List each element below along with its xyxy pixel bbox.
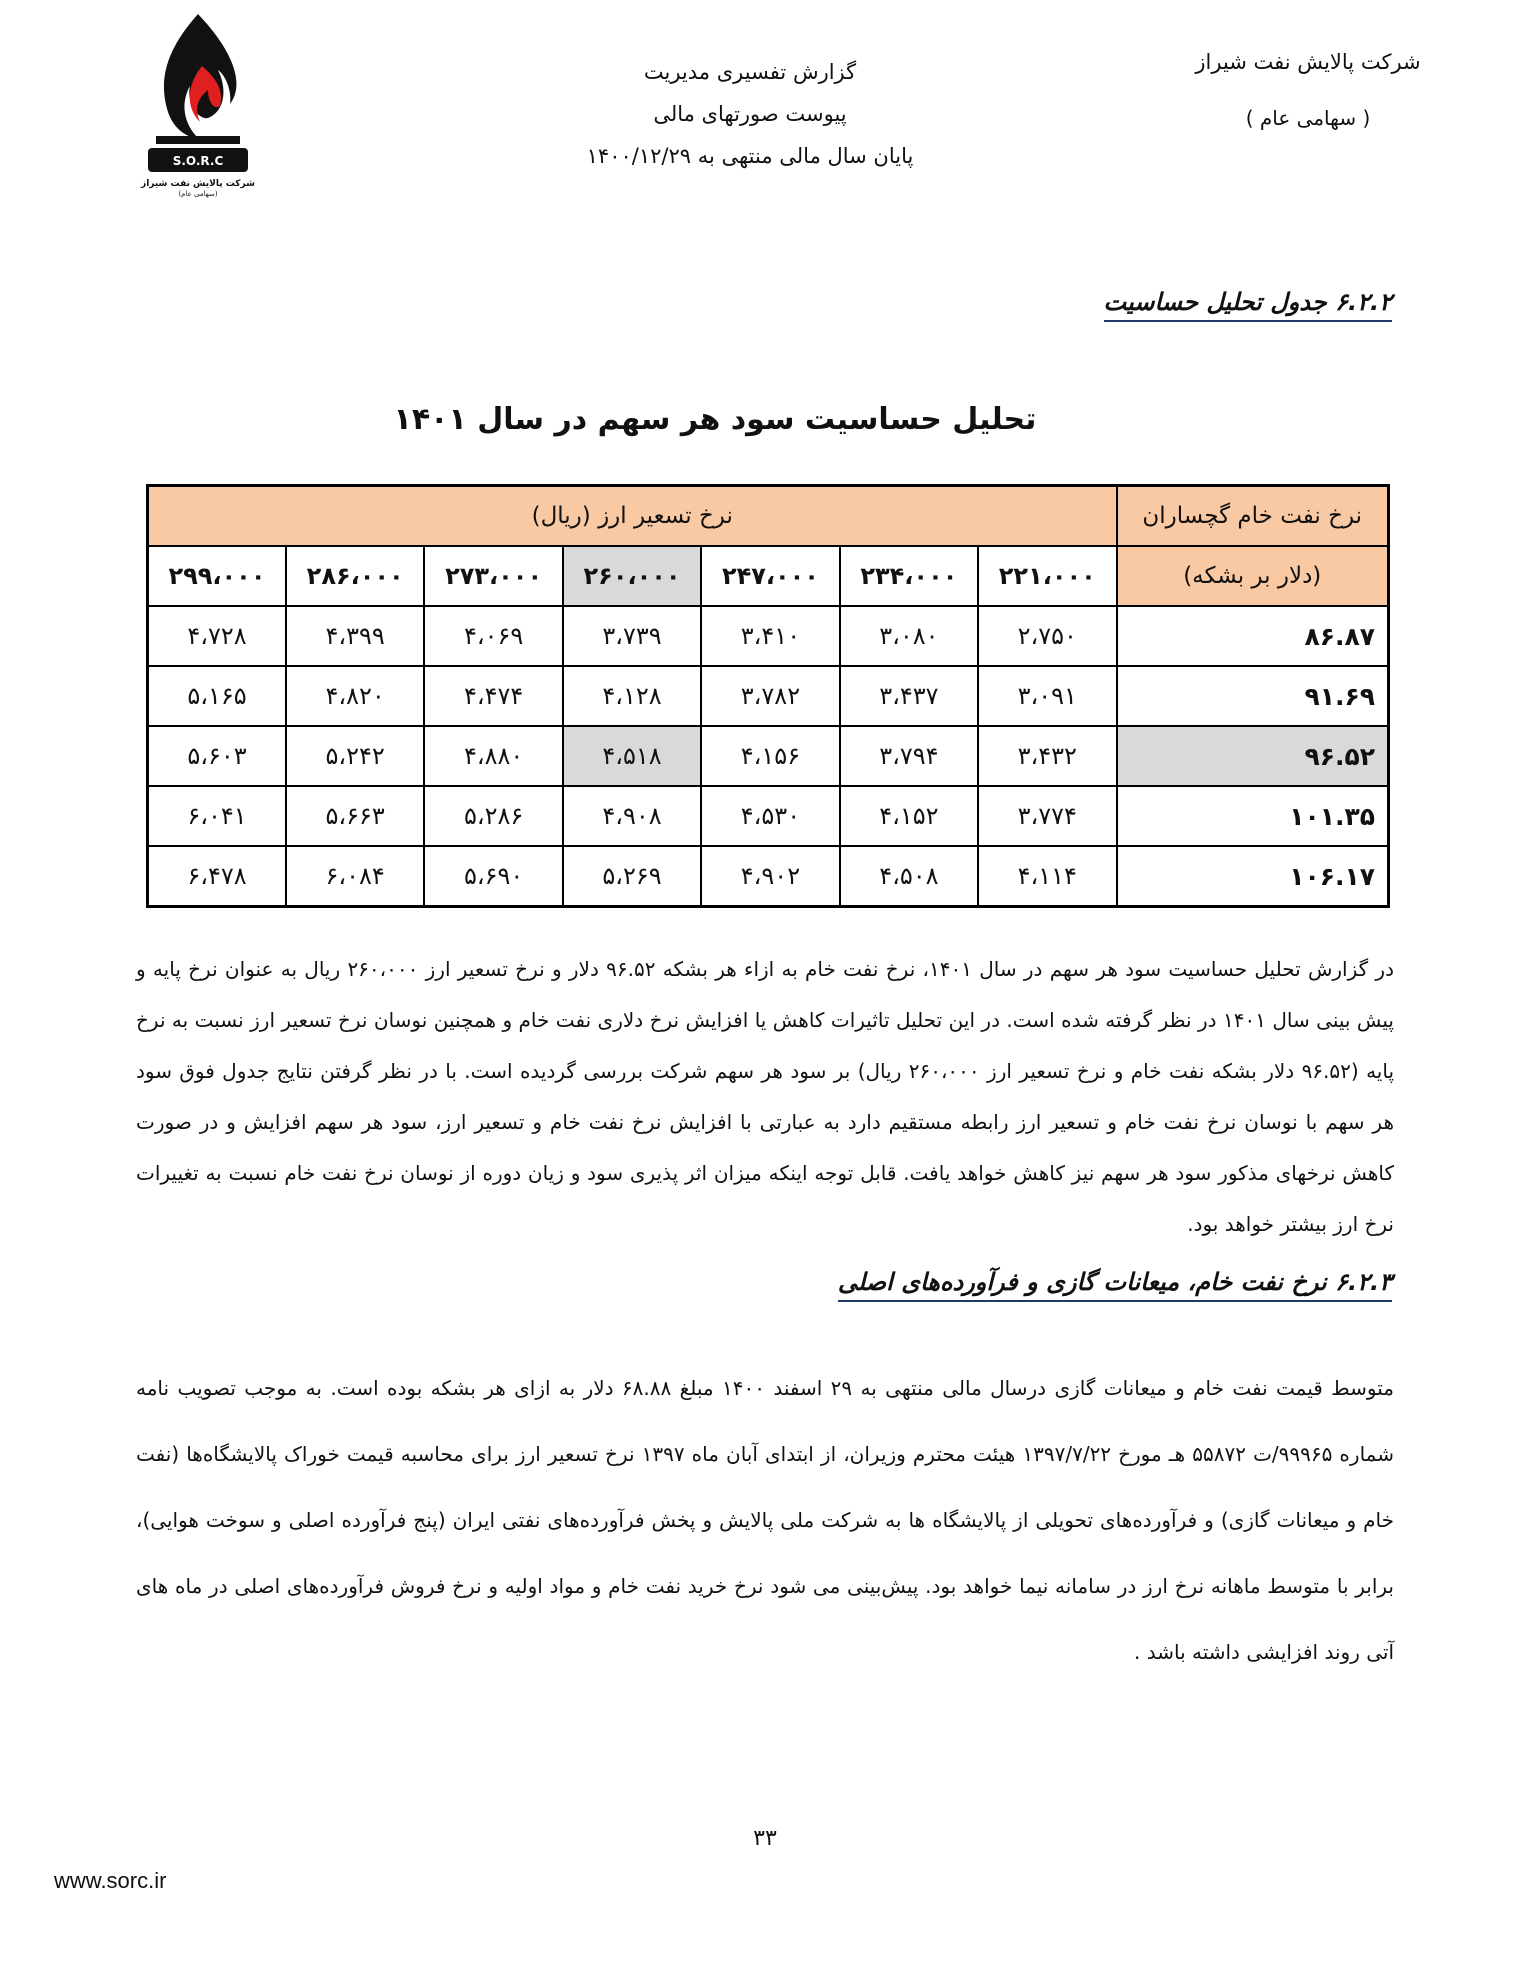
- eps-cell: ۵،۶۶۳: [286, 786, 424, 846]
- company-type: ( سهامی عام ): [1245, 106, 1371, 130]
- eps-cell: ۶،۴۷۸: [148, 846, 286, 907]
- oil-price-header: نرخ نفت خام گچساران: [1117, 486, 1389, 547]
- section-heading-6-2-3: ۶.۲.۳ نرخ نفت خام، میعانات گازی و فرآورده‌های اصلی: [838, 1268, 1392, 1302]
- website-url: www.sorc.ir: [54, 1868, 167, 1893]
- eps-cell: ۳،۰۸۰: [840, 606, 978, 666]
- exchange-rate-row: [148, 546, 1389, 606]
- table-header-row: [148, 486, 1389, 547]
- eps-cell: ۳،۴۱۰: [701, 606, 839, 666]
- eps-cell: ۳،۷۹۴: [840, 726, 978, 786]
- report-title-line-1: گزارش تفسیری مدیریت: [643, 60, 857, 84]
- eps-cell: ۳،۰۹۱: [978, 666, 1116, 726]
- eps-cell: ۵،۶۹۰: [424, 846, 562, 907]
- eps-cell: ۴،۱۲۸: [563, 666, 701, 726]
- eps-cell: ۳،۴۳۲: [978, 726, 1116, 786]
- sensitivity-analysis-paragraph: در گزارش تحلیل حساسیت سود هر سهم در سال ۱۴۰۱، نرخ نفت خام به ازاء هر بشکه ۹۶.۵۲ دلار و نرخ تسعیر ارز ۲۶۰،۰۰۰ ریال به عنوان نرخ پایه و پیش بینی سال ۱۴۰۱ در نظر گرفته شده است. در این تحلیل تاثیرات کاهش یا افزایش نرخ دلاری نفت خام و همچنین نوسان نرخ تسعیر ارز نسبت به نرخ پایه (۹۶.۵۲ دلار بشکه نفت خام و نرخ تسعیر ارز ۲۶۰،۰۰۰ ریال) بر سود هر سهم شرکت بررسی گردیده است. با در نظر گرفتن نتایج جدول فوق سود هر سهم با نوسان نرخ نفت خام و تسعیر ارز رابطه مستقیم دارد به عبارتی با افزایش نرخ نفت خام و تسعیر ارز، سود هر سهم افزایش و در صورت کاهش نرخهای مذکور سود هر سهم نیز کاهش خواهد یافت. قابل توجه اینکه میزان اثر پذیری سود و زیان دوره از نوسان نرخ نفت خام نسبت به تغییرات نرخ ارز بیشتر خواهد بود.: [136, 957, 1395, 1236]
- eps-cell: ۴،۹۰۸: [563, 786, 701, 846]
- exchange-rate-base-cell: ۲۶۰،۰۰۰: [563, 546, 701, 606]
- table-row-base: [148, 726, 1389, 786]
- eps-cell: ۳،۷۳۹: [563, 606, 701, 666]
- company-name: شرکت پالایش نفت شیراز: [1195, 50, 1421, 74]
- eps-cell: ۳،۷۷۴: [978, 786, 1116, 846]
- eps-cell: ۴،۷۲۸: [148, 606, 286, 666]
- eps-cell: ۵،۲۴۲: [286, 726, 424, 786]
- crude-oil-price-paragraph: متوسط قیمت نفت خام و میعانات گازی درسال مالی منتهی به ۲۹ اسفند ۱۴۰۰ مبلغ ۶۸.۸۸ دلار به ازای هر بشکه بوده است. به موجب تصویب نامه شماره ۹۹۹۶۵/ت ۵۵۸۷۲ هـ مورخ ۱۳۹۷/۷/۲۲ هیئت محترم وزیران، از ابتدای آبان ماه ۱۳۹۷ نرخ تسعیر ارز برای محاسبه قیمت خوراک پالایشگاه‌ها (نفت خام و میعانات گازی) و فرآورده‌های تحویلی از پالایشگاه ها به شرکت ملی پالایش و پخش فرآورده‌های نفتی ایران (پنج فرآورده اصلی و سوخت هوایی)، برابر با متوسط ماهانه نرخ ارز در سامانه نیما خواهد بود. پیش‌بینی می شود نرخ خرید نفت خام و مواد اولیه و نرخ فروش فرآورده‌های اصلی در ماه های آتی روند افزایشی داشته باشد .: [136, 1376, 1394, 1664]
- eps-cell: ۵،۲۸۶: [424, 786, 562, 846]
- eps-cell: ۴،۱۱۴: [978, 846, 1116, 907]
- eps-cell: ۴،۳۹۹: [286, 606, 424, 666]
- eps-cell: ۴،۴۷۴: [424, 666, 562, 726]
- eps-cell: ۵،۶۰۳: [148, 726, 286, 786]
- svg-text:S.O.R.C: S.O.R.C: [172, 154, 224, 168]
- eps-cell: ۳،۴۳۷: [840, 666, 978, 726]
- oil-price-base-cell: ۹۶.۵۲: [1117, 726, 1389, 786]
- page-number: ۳۳: [753, 1826, 777, 1851]
- oil-price-cell: ۹۱.۶۹: [1117, 666, 1389, 726]
- exchange-rate-cell: ۲۹۹،۰۰۰: [148, 546, 286, 606]
- eps-cell: ۶،۰۴۱: [148, 786, 286, 846]
- eps-cell: ۳،۷۸۲: [701, 666, 839, 726]
- eps-cell: ۴،۸۲۰: [286, 666, 424, 726]
- eps-cell: ۵،۱۶۵: [148, 666, 286, 726]
- report-title-line-2: پیوست صورتهای مالی: [653, 102, 847, 126]
- exchange-rate-cell: ۲۷۳،۰۰۰: [424, 546, 562, 606]
- flame-logo-icon: [128, 8, 268, 198]
- company-logo: [128, 8, 268, 198]
- eps-cell: ۴،۵۰۸: [840, 846, 978, 907]
- table-row: [148, 786, 1389, 846]
- svg-text:(سهامی عام): (سهامی عام): [178, 190, 218, 198]
- oil-price-unit: (دلار بر بشکه): [1117, 546, 1389, 606]
- eps-cell: ۴،۵۳۰: [701, 786, 839, 846]
- report-title-line-3: پایان سال مالی منتهی به ۱۴۰۰/۱۲/۲۹: [586, 144, 914, 168]
- eps-cell: ۴،۰۶۹: [424, 606, 562, 666]
- eps-cell: ۶،۰۸۴: [286, 846, 424, 907]
- eps-cell: ۵،۲۶۹: [563, 846, 701, 907]
- eps-cell: ۴،۱۵۲: [840, 786, 978, 846]
- eps-base-cell: ۴،۵۱۸: [563, 726, 701, 786]
- exchange-rate-cell: ۲۲۱،۰۰۰: [978, 546, 1116, 606]
- eps-cell: ۴،۹۰۲: [701, 846, 839, 907]
- exchange-rate-header: نرخ تسعیر ارز (ریال): [148, 486, 1117, 547]
- eps-cell: ۲،۷۵۰: [978, 606, 1116, 666]
- oil-price-cell: ۱۰۱.۳۵: [1117, 786, 1389, 846]
- oil-price-cell: ۸۶.۸۷: [1117, 606, 1389, 666]
- oil-price-cell: ۱۰۶.۱۷: [1117, 846, 1389, 907]
- exchange-rate-cell: ۲۳۴،۰۰۰: [840, 546, 978, 606]
- eps-cell: ۴،۱۵۶: [701, 726, 839, 786]
- exchange-rate-cell: ۲۸۶،۰۰۰: [286, 546, 424, 606]
- table-row: [148, 606, 1389, 666]
- table-row: [148, 846, 1389, 907]
- table-title: تحلیل حساسیت سود هر سهم در سال ۱۴۰۱: [393, 402, 1037, 437]
- table-row: [148, 666, 1389, 726]
- section-heading-6-2-2: ۶.۲.۲ جدول تحلیل حساسیت: [1104, 288, 1392, 322]
- exchange-rate-cell: ۲۴۷،۰۰۰: [701, 546, 839, 606]
- svg-text:شرکت پالایش نفت شیراز: شرکت پالایش نفت شیراز: [141, 179, 255, 189]
- sensitivity-table: [146, 484, 1390, 908]
- eps-cell: ۴،۸۸۰: [424, 726, 562, 786]
